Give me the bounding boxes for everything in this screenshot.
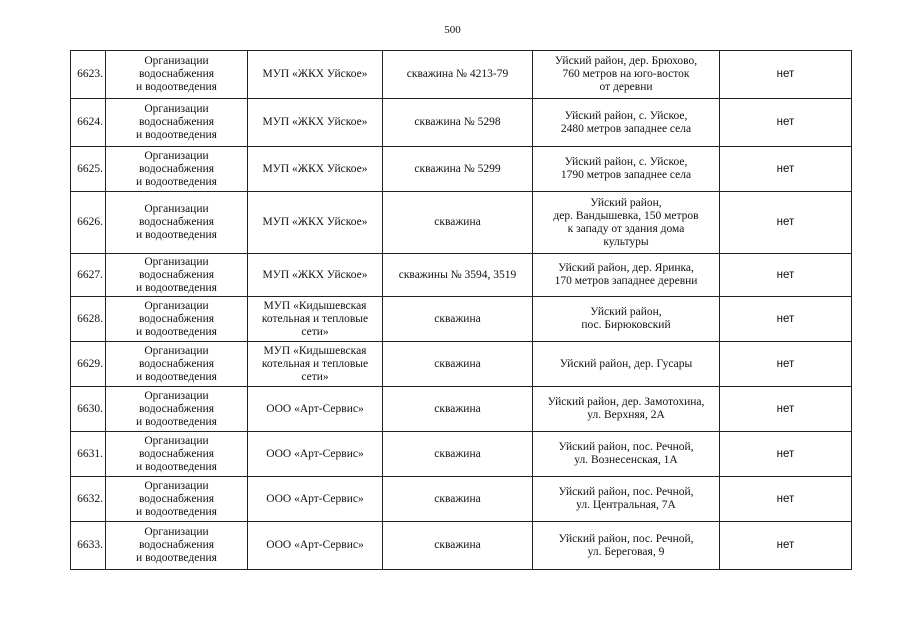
operator-line: МУП «Кидышевская bbox=[263, 344, 367, 357]
row-number-cell: 6632. bbox=[71, 477, 106, 522]
organization-type-line: Организации bbox=[144, 255, 209, 268]
table-row bbox=[71, 147, 852, 192]
address-line: Уйский район, пос. Речной, bbox=[558, 532, 694, 545]
address-line: Уйский район, дер. Гусары bbox=[559, 357, 693, 370]
operator-cell bbox=[248, 99, 383, 147]
status-cell: нет bbox=[720, 477, 852, 522]
organization-type-cell bbox=[106, 432, 248, 477]
organization-type-line: водоснабжения bbox=[138, 402, 215, 415]
address-line: к западу от здания дома bbox=[567, 222, 685, 235]
address-line: Уйский район, с. Уйское, bbox=[564, 109, 688, 122]
address-line: Уйский район, с. Уйское, bbox=[564, 156, 688, 168]
operator-line: МУП «Кидышевская bbox=[263, 299, 367, 312]
operator-cell bbox=[248, 342, 383, 387]
address-cell bbox=[533, 51, 720, 99]
organization-type-cell bbox=[106, 99, 248, 147]
operator-cell bbox=[248, 147, 383, 192]
operator-line: МУП «ЖКХ Уйское» bbox=[262, 68, 368, 80]
address-line: ул. Береговая, 9 bbox=[587, 545, 665, 558]
address-cell bbox=[533, 147, 720, 192]
table-row bbox=[71, 432, 852, 477]
operator-cell bbox=[248, 297, 383, 342]
object-cell: скважина № 5299 bbox=[383, 147, 533, 192]
address-cell bbox=[533, 297, 720, 342]
object-cell: скважина № 4213-79 bbox=[383, 51, 533, 99]
organization-type-line: и водоотведения bbox=[136, 415, 217, 428]
registry-table bbox=[70, 50, 852, 570]
address-line: Уйский район, дер. Брюхово, bbox=[554, 55, 698, 67]
table-row bbox=[71, 297, 852, 342]
operator-line: сети» bbox=[301, 370, 329, 383]
page-number: 500 bbox=[444, 24, 461, 36]
address-line: ул. Верхняя, 2А bbox=[587, 409, 665, 421]
row-number-cell: 6627. bbox=[71, 254, 106, 297]
address-cell bbox=[533, 432, 720, 477]
status-cell: нет bbox=[720, 432, 852, 477]
organization-type-line: и водоотведения bbox=[136, 325, 217, 338]
organization-type-cell bbox=[106, 51, 248, 99]
address-cell bbox=[533, 342, 720, 387]
organization-type-line: водоснабжения bbox=[138, 539, 215, 551]
organization-type-line: и водоотведения bbox=[136, 229, 217, 241]
operator-line: МУП «ЖКХ Уйское» bbox=[262, 162, 368, 175]
operator-line: ООО «Арт-Сервис» bbox=[266, 402, 364, 415]
address-line: ул. Вознесенская, 1А bbox=[574, 454, 678, 466]
operator-cell bbox=[248, 387, 383, 432]
object-cell: скважина bbox=[383, 297, 533, 342]
organization-type-cell bbox=[106, 477, 248, 522]
row-number-cell: 6629. bbox=[71, 342, 106, 387]
operator-cell bbox=[248, 192, 383, 254]
organization-type-line: Организации bbox=[144, 344, 209, 357]
organization-type-line: и водоотведения bbox=[136, 505, 217, 518]
status-cell: нет bbox=[720, 51, 852, 99]
organization-type-line: и водоотведения bbox=[136, 281, 217, 294]
row-number-cell: 6633. bbox=[71, 522, 106, 570]
operator-cell bbox=[248, 477, 383, 522]
row-number-cell: 6623. bbox=[71, 51, 106, 99]
address-cell bbox=[533, 522, 720, 570]
object-cell: скважина bbox=[383, 192, 533, 254]
address-line: Уйский район, bbox=[590, 306, 662, 318]
organization-type-line: Организации bbox=[144, 434, 209, 447]
table-row bbox=[71, 51, 852, 99]
address-line: Уйский район, дер. Замотохина, bbox=[547, 396, 705, 408]
organization-type-cell bbox=[106, 192, 248, 254]
row-number-cell: 6631. bbox=[71, 432, 106, 477]
object-cell: скважина bbox=[383, 342, 533, 387]
operator-line: котельная и тепловые bbox=[261, 312, 369, 325]
organization-type-line: и водоотведения bbox=[136, 81, 217, 93]
organization-type-line: водоснабжения bbox=[138, 492, 215, 505]
address-line: 170 метров западнее деревни bbox=[554, 275, 698, 287]
address-line: ул. Центральная, 7А bbox=[576, 499, 676, 511]
address-cell bbox=[533, 192, 720, 254]
organization-type-cell bbox=[106, 387, 248, 432]
organization-type-cell bbox=[106, 254, 248, 297]
organization-type-line: Организации bbox=[144, 299, 209, 312]
organization-type-line: водоснабжения bbox=[138, 216, 215, 228]
address-line: культуры bbox=[603, 235, 649, 248]
row-number-cell: 6625. bbox=[71, 147, 106, 192]
organization-type-line: и водоотведения bbox=[136, 552, 217, 564]
table-row bbox=[71, 342, 852, 387]
table-row bbox=[71, 192, 852, 254]
status-cell: нет bbox=[720, 522, 852, 570]
address-cell bbox=[533, 387, 720, 432]
address-line: Уйский район, дер. Яринка, bbox=[558, 262, 694, 274]
organization-type-line: водоснабжения bbox=[138, 162, 215, 175]
status-cell: нет bbox=[720, 387, 852, 432]
operator-line: сети» bbox=[301, 325, 329, 338]
organization-type-cell bbox=[106, 522, 248, 570]
organization-type-line: водоснабжения bbox=[138, 312, 215, 325]
organization-type-line: Организации bbox=[144, 103, 209, 115]
operator-line: МУП «ЖКХ Уйское» bbox=[262, 268, 368, 281]
organization-type-line: и водоотведения bbox=[136, 175, 217, 188]
address-cell bbox=[533, 254, 720, 297]
table-row bbox=[71, 387, 852, 432]
address-cell bbox=[533, 477, 720, 522]
organization-type-cell bbox=[106, 297, 248, 342]
object-cell: скважина bbox=[383, 432, 533, 477]
status-cell: нет bbox=[720, 342, 852, 387]
operator-line: ООО «Арт-Сервис» bbox=[266, 492, 364, 505]
row-number-cell: 6626. bbox=[71, 192, 106, 254]
organization-type-cell bbox=[106, 342, 248, 387]
organization-type-cell bbox=[106, 147, 248, 192]
operator-line: ООО «Арт-Сервис» bbox=[266, 539, 364, 551]
address-line: 760 метров на юго-восток bbox=[562, 68, 690, 80]
organization-type-line: Организации bbox=[144, 526, 209, 538]
operator-cell bbox=[248, 522, 383, 570]
object-cell: скважина № 5298 bbox=[383, 99, 533, 147]
organization-type-line: водоснабжения bbox=[138, 268, 215, 281]
table-row bbox=[71, 477, 852, 522]
address-line: 1790 метров западнее села bbox=[560, 169, 692, 181]
table-row bbox=[71, 522, 852, 570]
organization-type-line: Организации bbox=[144, 55, 209, 67]
organization-type-line: водоснабжения bbox=[138, 116, 215, 128]
organization-type-line: Организации bbox=[144, 203, 209, 215]
operator-cell bbox=[248, 432, 383, 477]
row-number-cell: 6630. bbox=[71, 387, 106, 432]
operator-line: МУП «ЖКХ Уйское» bbox=[262, 116, 368, 128]
organization-type-line: Организации bbox=[144, 389, 209, 402]
operator-line: котельная и тепловые bbox=[261, 357, 369, 370]
operator-cell bbox=[248, 51, 383, 99]
address-line: Уйский район, пос. Речной, bbox=[558, 441, 694, 453]
address-line: 2480 метров западнее села bbox=[560, 122, 692, 135]
organization-type-line: и водоотведения bbox=[136, 129, 217, 141]
table-row bbox=[71, 254, 852, 297]
organization-type-line: и водоотведения bbox=[136, 370, 217, 383]
registry-table-body bbox=[71, 51, 852, 570]
address-line: Уйский район, bbox=[590, 196, 662, 209]
row-number-cell: 6628. bbox=[71, 297, 106, 342]
address-line: дер. Вандышевка, 150 метров bbox=[553, 209, 699, 222]
status-cell: нет bbox=[720, 254, 852, 297]
organization-type-line: Организации bbox=[144, 149, 209, 162]
organization-type-line: водоснабжения bbox=[138, 447, 215, 460]
organization-type-line: водоснабжения bbox=[138, 357, 215, 370]
status-cell: нет bbox=[720, 192, 852, 254]
address-cell bbox=[533, 99, 720, 147]
object-cell: скважины № 3594, 3519 bbox=[383, 254, 533, 297]
row-number-cell: 6624. bbox=[71, 99, 106, 147]
operator-cell bbox=[248, 254, 383, 297]
organization-type-line: водоснабжения bbox=[138, 68, 215, 80]
status-cell: нет bbox=[720, 99, 852, 147]
organization-type-line: и водоотведения bbox=[136, 460, 217, 473]
object-cell: скважина bbox=[383, 387, 533, 432]
operator-line: МУП «ЖКХ Уйское» bbox=[262, 216, 368, 228]
operator-line: ООО «Арт-Сервис» bbox=[266, 447, 364, 460]
status-cell: нет bbox=[720, 297, 852, 342]
status-cell: нет bbox=[720, 147, 852, 192]
address-line: от деревни bbox=[599, 81, 653, 93]
object-cell: скважина bbox=[383, 522, 533, 570]
organization-type-line: Организации bbox=[144, 479, 209, 492]
object-cell: скважина bbox=[383, 477, 533, 522]
table-row bbox=[71, 99, 852, 147]
address-line: пос. Бирюковский bbox=[581, 319, 671, 331]
address-line: Уйский район, пос. Речной, bbox=[558, 486, 694, 498]
